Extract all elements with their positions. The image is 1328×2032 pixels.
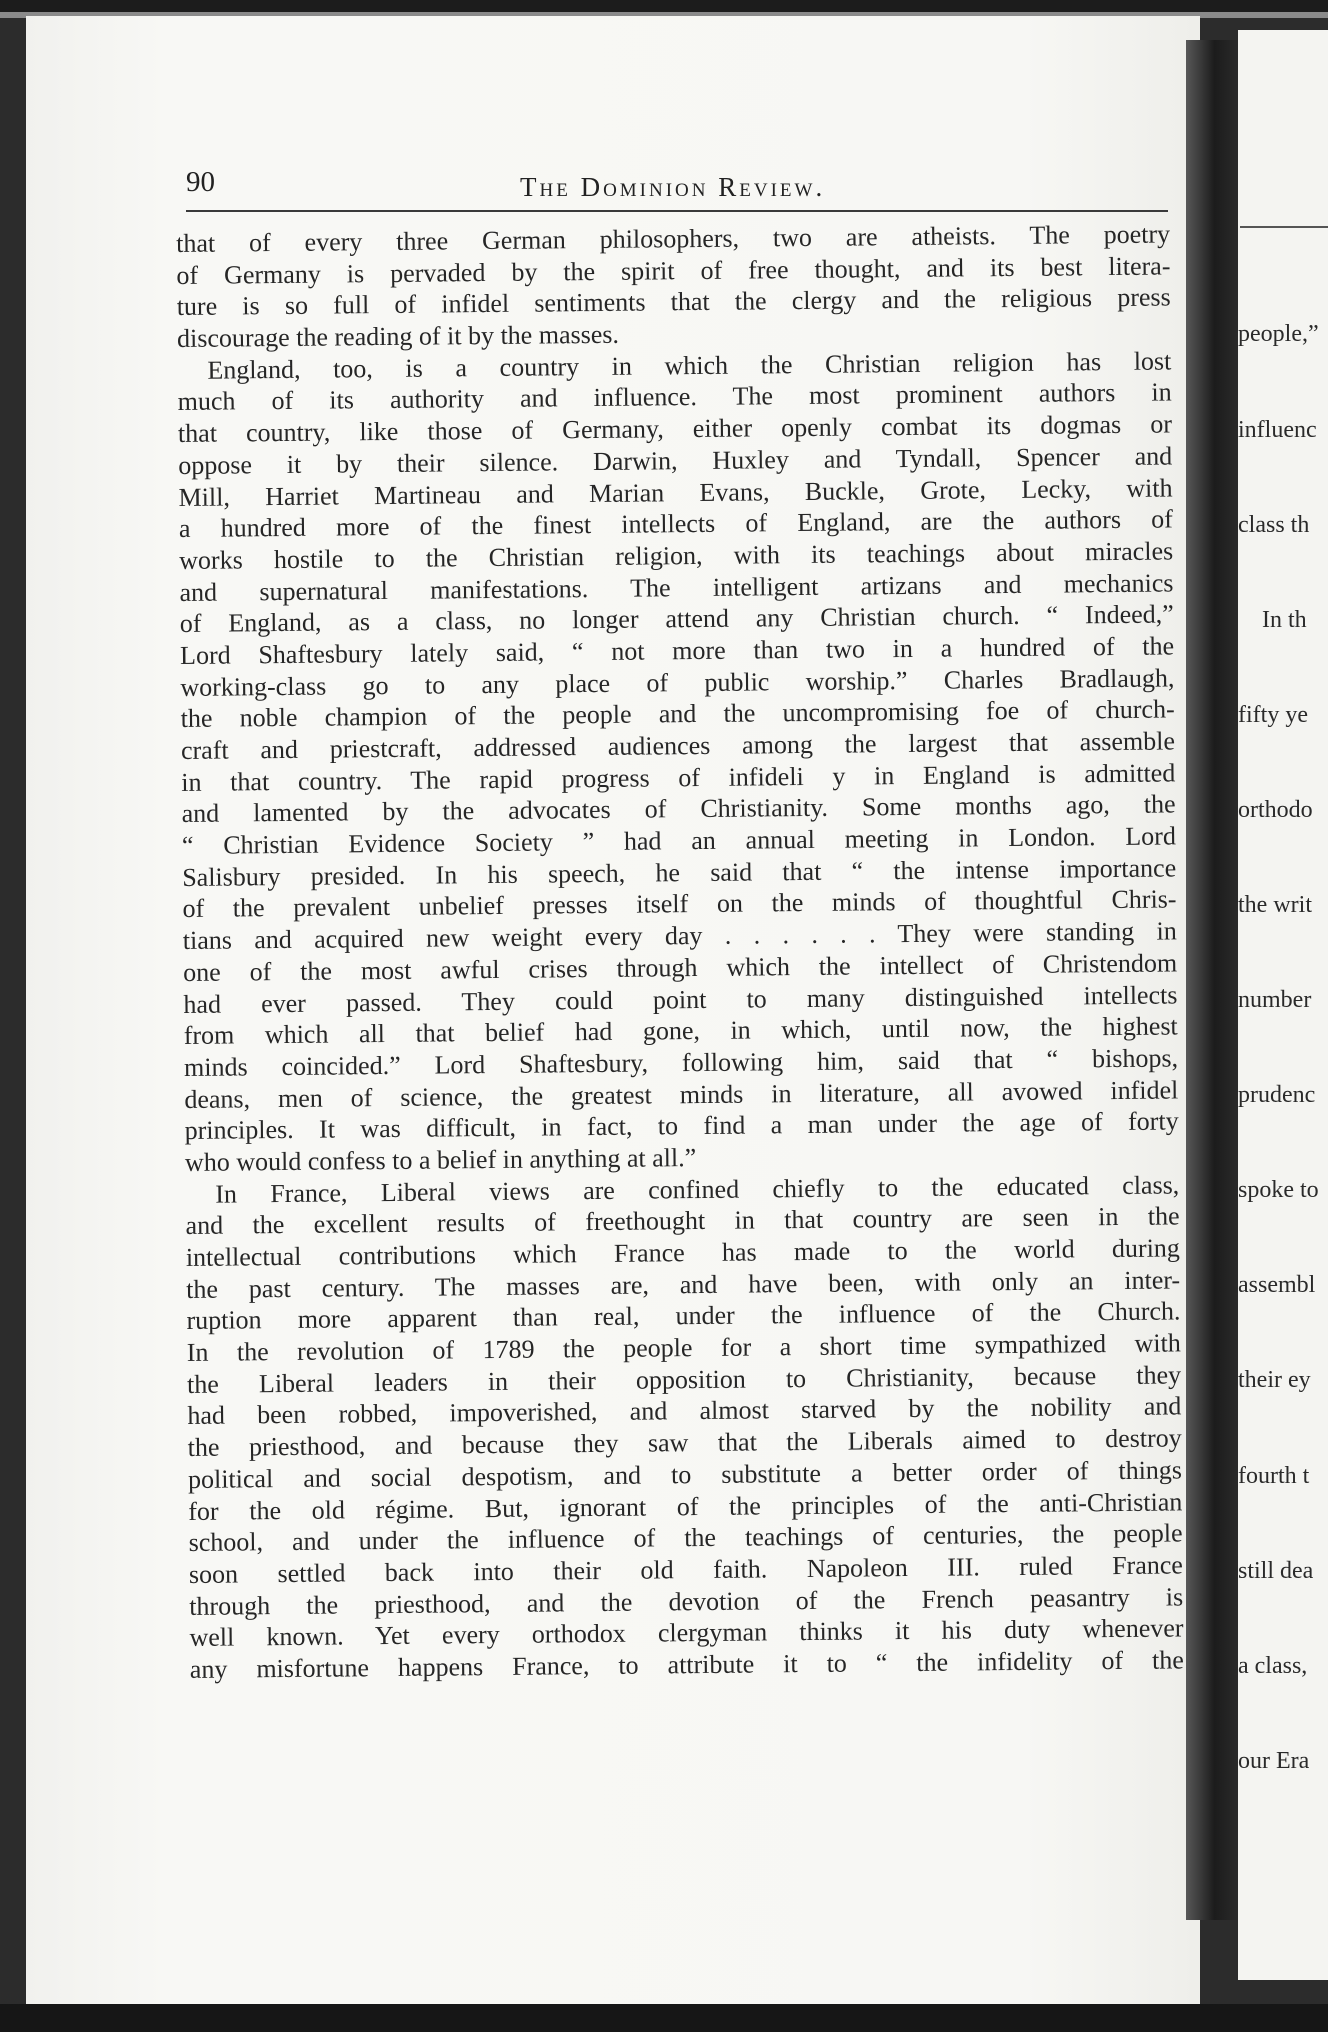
facing-line: fifty ye bbox=[1238, 701, 1308, 728]
scanner-bottom-band bbox=[0, 2004, 1328, 2032]
text-line: discourage the reading of it by the masses. bbox=[176, 319, 620, 354]
text-line: principles. It was difficult, in fact, to find a man under the age of forty bbox=[184, 1106, 1179, 1146]
text-line: that country, like those of Germany, either openly combat its dogmas or bbox=[177, 409, 1173, 449]
text-line: one of the most awful crises through which the intellect of Christendom bbox=[183, 948, 1178, 987]
text-line: Mill, Harriet Martineau and Marian Evans, Buckle, Grote, Lecky, with bbox=[178, 472, 1173, 512]
text-line: the noble champion of the people and the uncompromising foe of church- bbox=[180, 694, 1175, 734]
text-line: the priesthood, and because they saw that the Liberals aimed to destroy bbox=[187, 1423, 1182, 1463]
facing-line: people,” bbox=[1238, 321, 1319, 348]
book-gutter bbox=[1186, 40, 1238, 1920]
text-line: a hundred more of the finest intellects of England, are the authors of bbox=[178, 504, 1173, 544]
text-line: works hostile to the Christian religion, with its teachings about miracles bbox=[179, 536, 1174, 575]
text-line: that of every three German philosophers, two are atheists. The poetry bbox=[176, 219, 1171, 258]
facing-line: our Era bbox=[1238, 1747, 1310, 1774]
facing-line: spoke to bbox=[1238, 1177, 1319, 1204]
text-line: any misfortune happens France, to attribute it to “ the infidelity of the bbox=[189, 1645, 1184, 1684]
text-line: “ Christian Evidence Society ” had an annual meeting in London. Lord bbox=[181, 821, 1177, 861]
text-line: and supernatural manifestations. The intelligent artizans and mechanics bbox=[179, 568, 1174, 607]
facing-page-rule bbox=[1240, 226, 1328, 228]
text-line: and the excellent results of freethought in that country are seen in the bbox=[185, 1201, 1180, 1241]
text-line: tians and acquired new weight every day . . . . . . They were standing in bbox=[182, 916, 1177, 956]
text-line: and lamented by the advocates of Christianity. Some months ago, the bbox=[181, 789, 1176, 829]
text-line: ture is so full of infidel sentiments that the clergy and the religious press bbox=[176, 282, 1171, 322]
text-line: intellectual contributions which France has made to the world during bbox=[185, 1233, 1180, 1272]
facing-line: number bbox=[1238, 987, 1312, 1014]
text-line: ruption more apparent than real, under the influence of the Church. bbox=[186, 1296, 1181, 1336]
journal-title: The Dominion Review. bbox=[520, 172, 826, 202]
text-line: of England, as a class, no longer attend any Christian church. “ Indeed,” bbox=[179, 599, 1174, 639]
running-head bbox=[186, 166, 1166, 206]
facing-line: the writ bbox=[1238, 891, 1312, 918]
facing-line: assembl bbox=[1238, 1272, 1316, 1299]
text-line: well known. Yet every orthodox clergyman thinks it his duty whenever bbox=[189, 1613, 1184, 1653]
facing-page bbox=[1238, 30, 1328, 1980]
facing-line: influenc bbox=[1238, 416, 1317, 443]
text-line: of the prevalent unbelief presses itself on the minds of thoughtful Chris- bbox=[182, 884, 1177, 924]
facing-line: their ey bbox=[1238, 1367, 1311, 1394]
text-line: soon settled back into their old faith. Napoleon III. ruled France bbox=[188, 1550, 1184, 1589]
facing-line: still dea bbox=[1238, 1557, 1314, 1584]
text-line: the Liberal leaders in their opposition to Christianity, because they bbox=[186, 1360, 1182, 1399]
text-line: much of its authority and influence. The most prominent authors in bbox=[177, 377, 1172, 417]
text-line: In the revolution of 1789 the people for a short time sympathized with bbox=[186, 1328, 1181, 1368]
text-line: school, and under the influence of the teachings of centuries, the people bbox=[188, 1518, 1183, 1558]
text-line: craft and priestcraft, addressed audiences among the largest that assemble bbox=[180, 726, 1176, 765]
text-line: England, too, is a country in which the Christian religion has lost bbox=[207, 346, 1172, 385]
facing-line: class th bbox=[1238, 511, 1310, 538]
text-line: oppose it by their silence. Darwin, Huxley and Tyndall, Spencer and bbox=[178, 441, 1173, 480]
text-line: deans, men of science, the greatest minds in literature, all avowed infidel bbox=[184, 1074, 1179, 1114]
facing-line: orthodo bbox=[1238, 796, 1313, 823]
body-text bbox=[176, 218, 1184, 1685]
text-line: minds coincided.” Lord Shaftesbury, following him, said that “ bishops, bbox=[183, 1043, 1179, 1082]
text-line: In France, Liberal views are confined chiefly to the educated class, bbox=[215, 1170, 1180, 1209]
text-line: the past century. The masses are, and have been, with only an inter- bbox=[186, 1265, 1181, 1304]
text-line: of Germany is pervaded by the spirit of free thought, and its best litera- bbox=[176, 251, 1171, 290]
text-line: through the priesthood, and the devotion of the French peasantry is bbox=[189, 1581, 1184, 1621]
header-rule bbox=[186, 210, 1168, 212]
text-line: political and social despotism, and to substitute a better order of things bbox=[187, 1455, 1183, 1494]
facing-line: a class, bbox=[1238, 1652, 1308, 1679]
text-line: from which all that belief had gone, in which, until now, the highest bbox=[183, 1011, 1178, 1051]
facing-line: In th bbox=[1262, 606, 1307, 633]
page-number: 90 bbox=[186, 166, 215, 198]
text-line: Salisbury presided. In his speech, he said that “ the intense importance bbox=[182, 853, 1177, 892]
text-line: had been robbed, impoverished, and almost starved by the nobility and bbox=[187, 1391, 1182, 1431]
facing-line: fourth t bbox=[1238, 1462, 1310, 1489]
text-line: for the old régime. But, ignorant of the principles of the anti-Christian bbox=[188, 1486, 1183, 1526]
facing-page-text bbox=[1238, 256, 1328, 1841]
text-line: in that country. The rapid progress of infideli y in England is admitted bbox=[181, 758, 1176, 797]
text-line: who would confess to a belief in anything at all.” bbox=[184, 1142, 697, 1177]
text-line: working-class go to any place of public worship.” Charles Bradlaugh, bbox=[180, 663, 1175, 702]
facing-line: prudenc bbox=[1238, 1082, 1316, 1109]
text-line: Lord Shaftesbury lately said, “ not more than two in a hundred of the bbox=[179, 631, 1175, 670]
text-line: had ever passed. They could point to many distinguished intellects bbox=[183, 979, 1178, 1019]
